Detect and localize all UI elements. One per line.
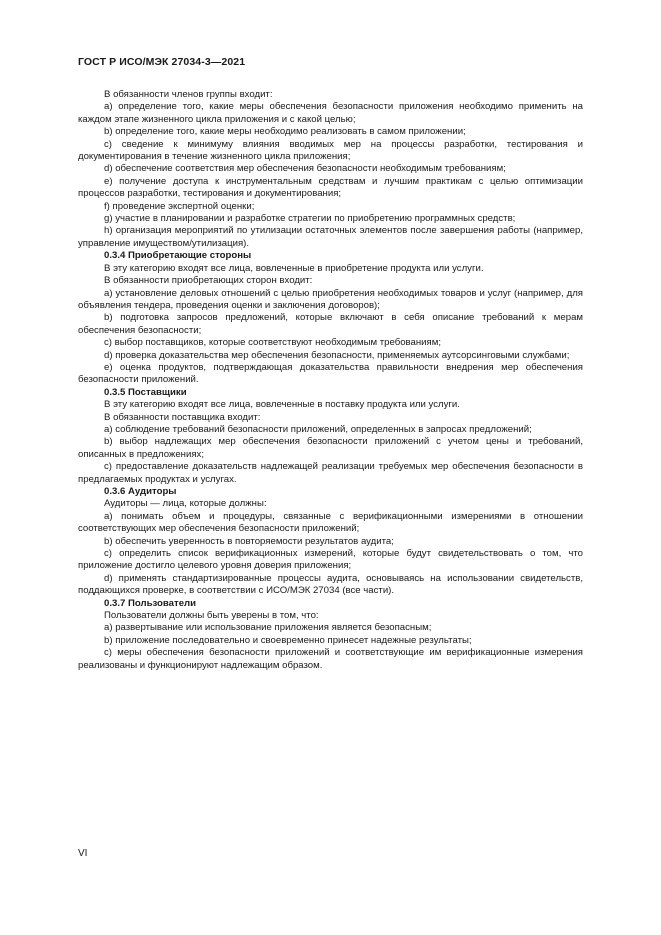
list-item: a) определение того, какие меры обеспечения безопасности приложения необходимо применить на каждом этапе жизненного цикла приложения и с какой целью; (78, 101, 583, 125)
section-heading: 0.3.7 Пользователи (104, 597, 197, 609)
paragraph: В обязанности членов группы входит: (104, 89, 273, 100)
page-number: VI (78, 848, 88, 859)
section-heading: 0.3.4 Приобретающие стороны (104, 250, 252, 262)
list-item: a) соблюдение требований безопасности приложений, определенных в запросах предложений; (104, 423, 532, 435)
document-body (78, 89, 583, 672)
list-item: b) подготовка запросов предложений, которые включают в себя описание требований к мерам обеспечения безопасности; (78, 312, 583, 336)
document-header: ГОСТ Р ИСО/МЭК 27034-3—2021 (78, 56, 246, 68)
paragraph: Аудиторы — лица, которые должны: (104, 498, 267, 510)
paragraph: Пользователи должны быть уверены в том, что: (104, 610, 319, 622)
list-item: d) проверка доказательства мер обеспечения безопасности, применяемых аутсорсинговыми службами; (104, 349, 570, 361)
list-item: d) применять стандартизированные процессы аудита, основываясь на использовании свидетельств, поддающихся проверке, в соответствии с ИСО/МЭК 27034 (все части). (78, 572, 583, 597)
list-item: c) предоставление доказательств надлежащей реализации требуемых мер обеспечения безопасности в предлагаемых продуктах и услугах. (78, 461, 583, 485)
paragraph: В обязанности поставщика входит: (104, 411, 261, 423)
list-item: c) меры обеспечения безопасности приложений и соответствующие им верификационные измерения реализованы и функционируют надлежащим образом. (78, 647, 583, 671)
list-item: g) участие в планировании и разработке стратегии по приобретению программных средств; (104, 213, 516, 225)
list-item: c) определить список верификационных измерений, которые будут свидетельствовать о том, что приложение достигло целевого уровня доверия приложения; (78, 548, 583, 572)
list-item: b) выбор надлежащих мер обеспечения безопасности приложений с учетом цены и требований, описанных в предложениях; (78, 436, 583, 460)
list-item: b) определение того, какие меры необходимо реализовать в самом приложении; (104, 126, 466, 138)
section-heading: 0.3.5 Поставщики (104, 386, 187, 398)
paragraph: В эту категорию входят все лица, вовлеченные в приобретение продукта или услуги. (104, 262, 484, 274)
list-item: c) выбор поставщиков, которые соответствуют необходимым требованиям; (104, 337, 441, 349)
list-item: d) обеспечение соответствия мер обеспечения безопасности необходимым требованиям; (104, 163, 506, 175)
list-item: h) организация мероприятий по утилизации остаточных элементов после завершения работы (например, управление имуществом/утилизация). (78, 225, 583, 249)
list-item: a) развертывание или использование приложения является безопасным; (104, 622, 432, 634)
list-item: b) приложение последовательно и своевременно принесет надежные результаты; (104, 634, 472, 646)
list-item: f) проведение экспертной оценки; (104, 200, 255, 212)
paragraph: В обязанности приобретающих сторон входит: (104, 275, 313, 287)
list-item: e) получение доступа к инструментальным средствам и лучшим практикам с целью оптимизации процессов разработки, тестирования и документирования; (78, 175, 583, 200)
paragraph: В эту категорию входят все лица, вовлеченные в поставку продукта или услуги. (104, 399, 460, 411)
list-item: a) понимать объем и процедуры, связанные с верификационными измерениями в отношении соответствующих мер обеспечения безопасности приложений; (78, 510, 583, 535)
section-heading: 0.3.6 Аудиторы (104, 486, 177, 497)
list-item: e) оценка продуктов, подтверждающая доказательства правильности внедрения мер обеспечения безопасности приложений. (78, 361, 583, 386)
list-item: b) обеспечить уверенность в повторяемости результатов аудита; (104, 535, 394, 547)
list-item: c) сведение к минимуму влияния вводимых мер на процессы разработки, тестирования и документирования в течение жизненного цикла приложения; (78, 138, 583, 163)
list-item: a) установление деловых отношений с целью приобретения необходимых товаров и услуг (например, для объявления тендера, проведения оценки и заключения договоров); (78, 287, 583, 311)
